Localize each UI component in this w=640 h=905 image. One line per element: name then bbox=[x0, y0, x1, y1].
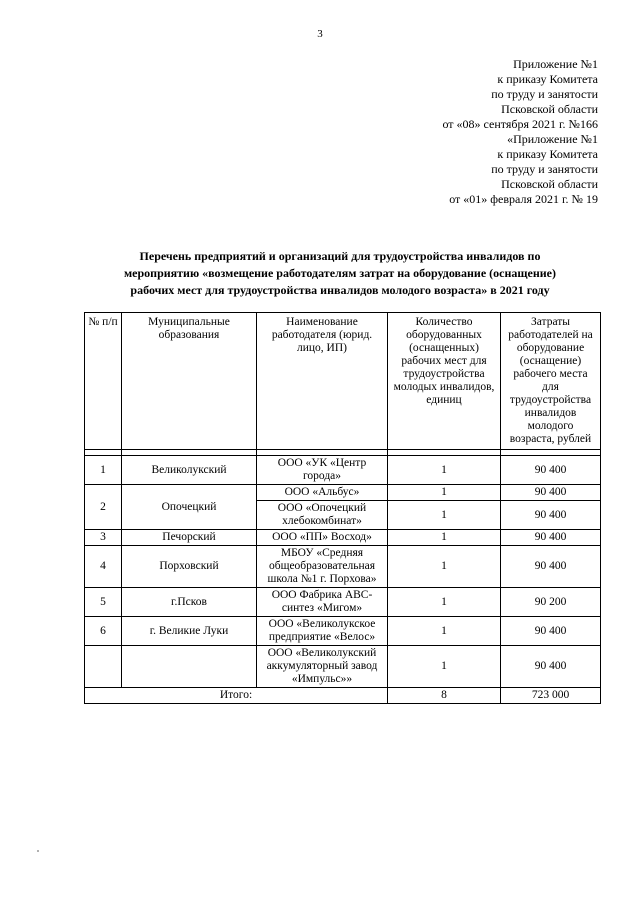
table-row bbox=[85, 485, 601, 501]
appendix-line: от «08» сентября 2021 г. №166 bbox=[442, 117, 598, 131]
table-row bbox=[85, 646, 601, 688]
cell-employer: ООО «Опочецкий хлебокомбинат» bbox=[257, 501, 388, 530]
total-cost: 723 000 bbox=[501, 688, 601, 704]
title-line: рабочих мест для трудоустройства инвалидов молодого возраста» в 2021 году bbox=[130, 283, 550, 297]
cell-cost: 90 400 bbox=[501, 501, 601, 530]
total-count: 8 bbox=[388, 688, 501, 704]
cell-num: 2 bbox=[85, 485, 122, 530]
cell-municipality: Великолукский bbox=[122, 456, 257, 485]
cell-employer: ООО «Альбус» bbox=[257, 485, 388, 501]
header-count: Количество оборудованных (оснащенных) рабочих мест для трудоустройства молодых инвалидов, единиц bbox=[388, 313, 501, 450]
cell-count: 1 bbox=[388, 485, 501, 501]
cell-count: 1 bbox=[388, 530, 501, 546]
title-line: Перечень предприятий и организаций для трудоустройства инвалидов по bbox=[139, 249, 541, 263]
cell-employer: ООО «Великолукский аккумуляторный завод «Импульс»» bbox=[257, 646, 388, 688]
cell-municipality: Порховский bbox=[122, 546, 257, 588]
cell-municipality bbox=[122, 646, 257, 688]
table-row bbox=[85, 588, 601, 617]
cell-num: 6 bbox=[85, 617, 122, 646]
cell-employer: ООО «ПП» Восход» bbox=[257, 530, 388, 546]
cell-employer: ООО Фабрика ABC-синтез «Мигом» bbox=[257, 588, 388, 617]
cell-cost: 90 400 bbox=[501, 546, 601, 588]
cell-num: 1 bbox=[85, 456, 122, 485]
employers-table bbox=[84, 312, 601, 704]
header-employer: Наименование работодателя (юрид. лицо, ИП) bbox=[257, 313, 388, 450]
cell-num bbox=[85, 646, 122, 688]
cell-num: 4 bbox=[85, 546, 122, 588]
appendix-line: от «01» февраля 2021 г. № 19 bbox=[449, 192, 598, 206]
cell-count: 1 bbox=[388, 646, 501, 688]
table-row bbox=[85, 456, 601, 485]
cell-municipality: г.Псков bbox=[122, 588, 257, 617]
cell-cost: 90 400 bbox=[501, 485, 601, 501]
appendix-header bbox=[442, 57, 598, 207]
cell-cost: 90 200 bbox=[501, 588, 601, 617]
table-row bbox=[85, 530, 601, 546]
appendix-line: «Приложение №1 bbox=[507, 132, 598, 146]
appendix-line: к приказу Комитета bbox=[497, 147, 598, 161]
cell-num: 3 bbox=[85, 530, 122, 546]
cell-cost: 90 400 bbox=[501, 456, 601, 485]
cell-municipality: Печорский bbox=[122, 530, 257, 546]
appendix-line: Приложение №1 bbox=[513, 57, 598, 71]
cell-employer: ООО «Великолукское предприятие «Велос» bbox=[257, 617, 388, 646]
appendix-line: Псковской области bbox=[501, 102, 598, 116]
cell-num: 5 bbox=[85, 588, 122, 617]
appendix-line: по труду и занятости bbox=[491, 162, 598, 176]
header-municipality: Муниципальные образования bbox=[122, 313, 257, 450]
cell-cost: 90 400 bbox=[501, 646, 601, 688]
cell-count: 1 bbox=[388, 546, 501, 588]
appendix-line: к приказу Комитета bbox=[497, 72, 598, 86]
scan-speck bbox=[37, 850, 39, 852]
page-number: 3 bbox=[317, 28, 323, 40]
table-row bbox=[85, 546, 601, 588]
table-header-row bbox=[85, 313, 601, 450]
cell-employer: МБОУ «Средняя общеобразовательная школа №1 г. Порхова» bbox=[257, 546, 388, 588]
cell-municipality: Опочецкий bbox=[122, 485, 257, 530]
document-title bbox=[90, 248, 590, 299]
table-row bbox=[85, 617, 601, 646]
cell-cost: 90 400 bbox=[501, 617, 601, 646]
total-row bbox=[85, 688, 601, 704]
cell-cost: 90 400 bbox=[501, 530, 601, 546]
cell-employer: ООО «УК «Центр города» bbox=[257, 456, 388, 485]
total-label: Итого: bbox=[85, 688, 388, 704]
title-line: мероприятию «возмещение работодателям затрат на оборудование (оснащение) bbox=[123, 266, 556, 280]
cell-count: 1 bbox=[388, 588, 501, 617]
cell-count: 1 bbox=[388, 617, 501, 646]
appendix-line: Псковской области bbox=[501, 177, 598, 191]
cell-municipality: г. Великие Луки bbox=[122, 617, 257, 646]
header-cost: Затраты работодателей на оборудование (оснащение) рабочего места для трудоустройства инвалидов молодого возраста, рублей bbox=[501, 313, 601, 450]
cell-count: 1 bbox=[388, 501, 501, 530]
appendix-line: по труду и занятости bbox=[491, 87, 598, 101]
cell-count: 1 bbox=[388, 456, 501, 485]
header-num: № п/п bbox=[85, 313, 122, 450]
